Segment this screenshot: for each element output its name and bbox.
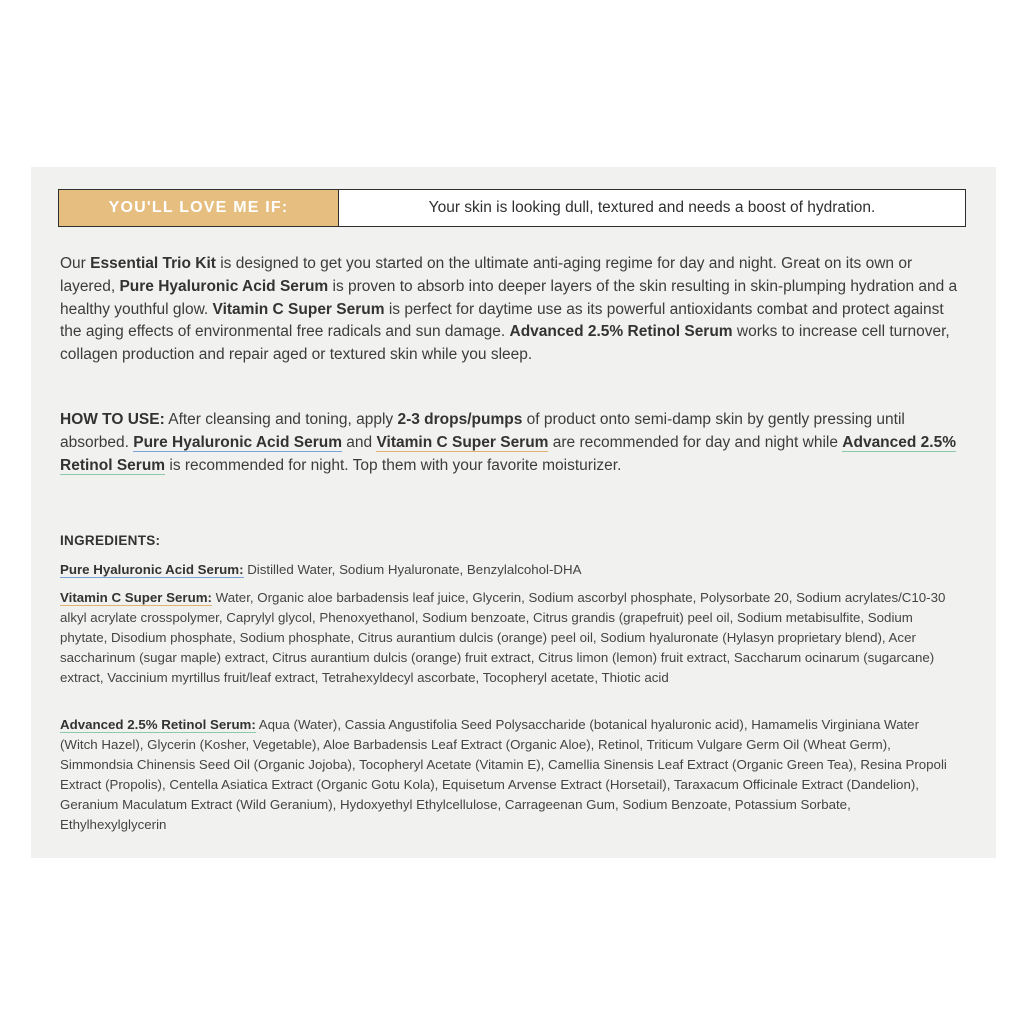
how-to-use-text: are recommended for day and night while xyxy=(548,433,843,451)
ingredient-product-name: Vitamin C Super Serum: xyxy=(60,590,212,605)
how-to-use-text: of product onto semi-damp skin by gently pressing until absorbed. xyxy=(60,411,905,451)
banner-label: YOU'LL LOVE ME IF: xyxy=(59,190,339,226)
retinol-serum-name: Advanced 2.5% Retinol Serum xyxy=(509,323,733,341)
ingredient-list-retinol xyxy=(60,715,960,835)
vitamin-c-serum-name: Vitamin C Super Serum xyxy=(212,300,385,318)
how-to-use-text: is recommended for night. Top them with your favorite moisturizer. xyxy=(165,456,622,474)
hyaluronic-serum-name: Pure Hyaluronic Acid Serum xyxy=(119,277,329,295)
ingredient-list-hyaluronic xyxy=(60,560,960,580)
ingredients-heading: INGREDIENTS: xyxy=(60,533,161,548)
how-to-use-text: After cleansing and toning, apply xyxy=(164,411,398,428)
how-to-use xyxy=(60,409,960,477)
ingredient-text: Water, Organic aloe barbadensis leaf juice, Glycerin, Sodium ascorbyl phosphate, Polysorbate 20, Sodium acrylates/C10-30 alkyl acrylate crosspolymer, Caprylyl glycol, Phenoxyethanol, Sodium benzoate, Citrus grandis (grapefruit) peel oil, Sodium metabisulfite, Sodium phytate, Disodium phosphate, Sodium phosphate, Citrus aurantium dulcis (orange) peel oil, Sodium hyaluronate (Hylasyn proprietary blend), Acer saccharinum (sugar maple) extract, Citrus aurantium dulcis (orange) fruit extract, Citrus limon (lemon) fruit extract, Saccharum ocinarum (sugarcane) extract, Vaccinium myrtillus fruit/leaf extract, Tetrahexyldecyl ascorbate, Tocopheryl acetate, Thiotic acid xyxy=(60,590,946,685)
kit-name: Essential Trio Kit xyxy=(90,255,216,272)
ingredient-product-name: Pure Hyaluronic Acid Serum: xyxy=(60,562,244,577)
vitamin-c-serum-name: Vitamin C Super Serum xyxy=(376,433,549,451)
dosage: 2-3 drops/pumps xyxy=(397,411,523,428)
retinol-serum-name: Advanced 2.5% Retinol Serum xyxy=(60,433,956,474)
ingredient-list-vitamin-c xyxy=(60,588,960,688)
product-description xyxy=(60,253,960,367)
product-info-card xyxy=(31,167,996,858)
description-text: is designed to get you started on the ultimate anti-aging regime for day and night. Great on its own or layered, xyxy=(60,255,913,295)
description-text: is proven to absorb into deeper layers of the skin resulting in skin-plumping hydration and a healthy youthful glow. xyxy=(60,277,958,318)
description-text: is perfect for daytime use as its powerful antioxidants combat and protect against the aging effects of environmental free radicals and sun damage. xyxy=(60,300,944,341)
description-text: Our xyxy=(60,255,91,272)
hyaluronic-serum-name: Pure Hyaluronic Acid Serum xyxy=(133,433,342,451)
ingredient-text: Aqua (Water), Cassia Angustifolia Seed Polysaccharide (botanical hyaluronic acid), Hamamelis Virginiana Water (Witch Hazel), Glycerin (Kosher, Vegetable), Aloe Barbadensis Leaf Extract (Organic Aloe), Retinol, Triticum Vulgare Germ Oil (Wheat Germ), Simmondsia Chinensis Seed Oil (Organic Jojoba), Tocopheryl Acetate (Vitamin E), Camellia Sinensis Leaf Extract (Organic Green Tea), Resina Propoli Extract (Propolis), Centella Asiatica Extract (Organic Gotu Kola), Equisetum Arvense Extract (Horsetail), Taraxacum Officinale Extract (Dandelion), Geranium Maculatum Extract (Wild Geranium), Hydoxyethyl Ethylcellulose, Carrageenan Gum, Sodium Benzoate, Potassium Sorbate, Ethylhexylglycerin xyxy=(60,717,947,832)
how-to-use-text: and xyxy=(342,433,377,451)
love-me-if-banner xyxy=(58,189,966,227)
banner-text: Your skin is looking dull, textured and needs a boost of hydration. xyxy=(428,199,876,216)
ingredient-product-name: Advanced 2.5% Retinol Serum: xyxy=(60,717,256,732)
description-text: works to increase cell turnover, collagen production and repair aged or textured skin while you sleep. xyxy=(60,323,950,364)
ingredient-text: Distilled Water, Sodium Hyaluronate, Benzylalcohol-DHA xyxy=(243,562,582,577)
how-to-use-label: HOW TO USE: xyxy=(60,411,165,428)
